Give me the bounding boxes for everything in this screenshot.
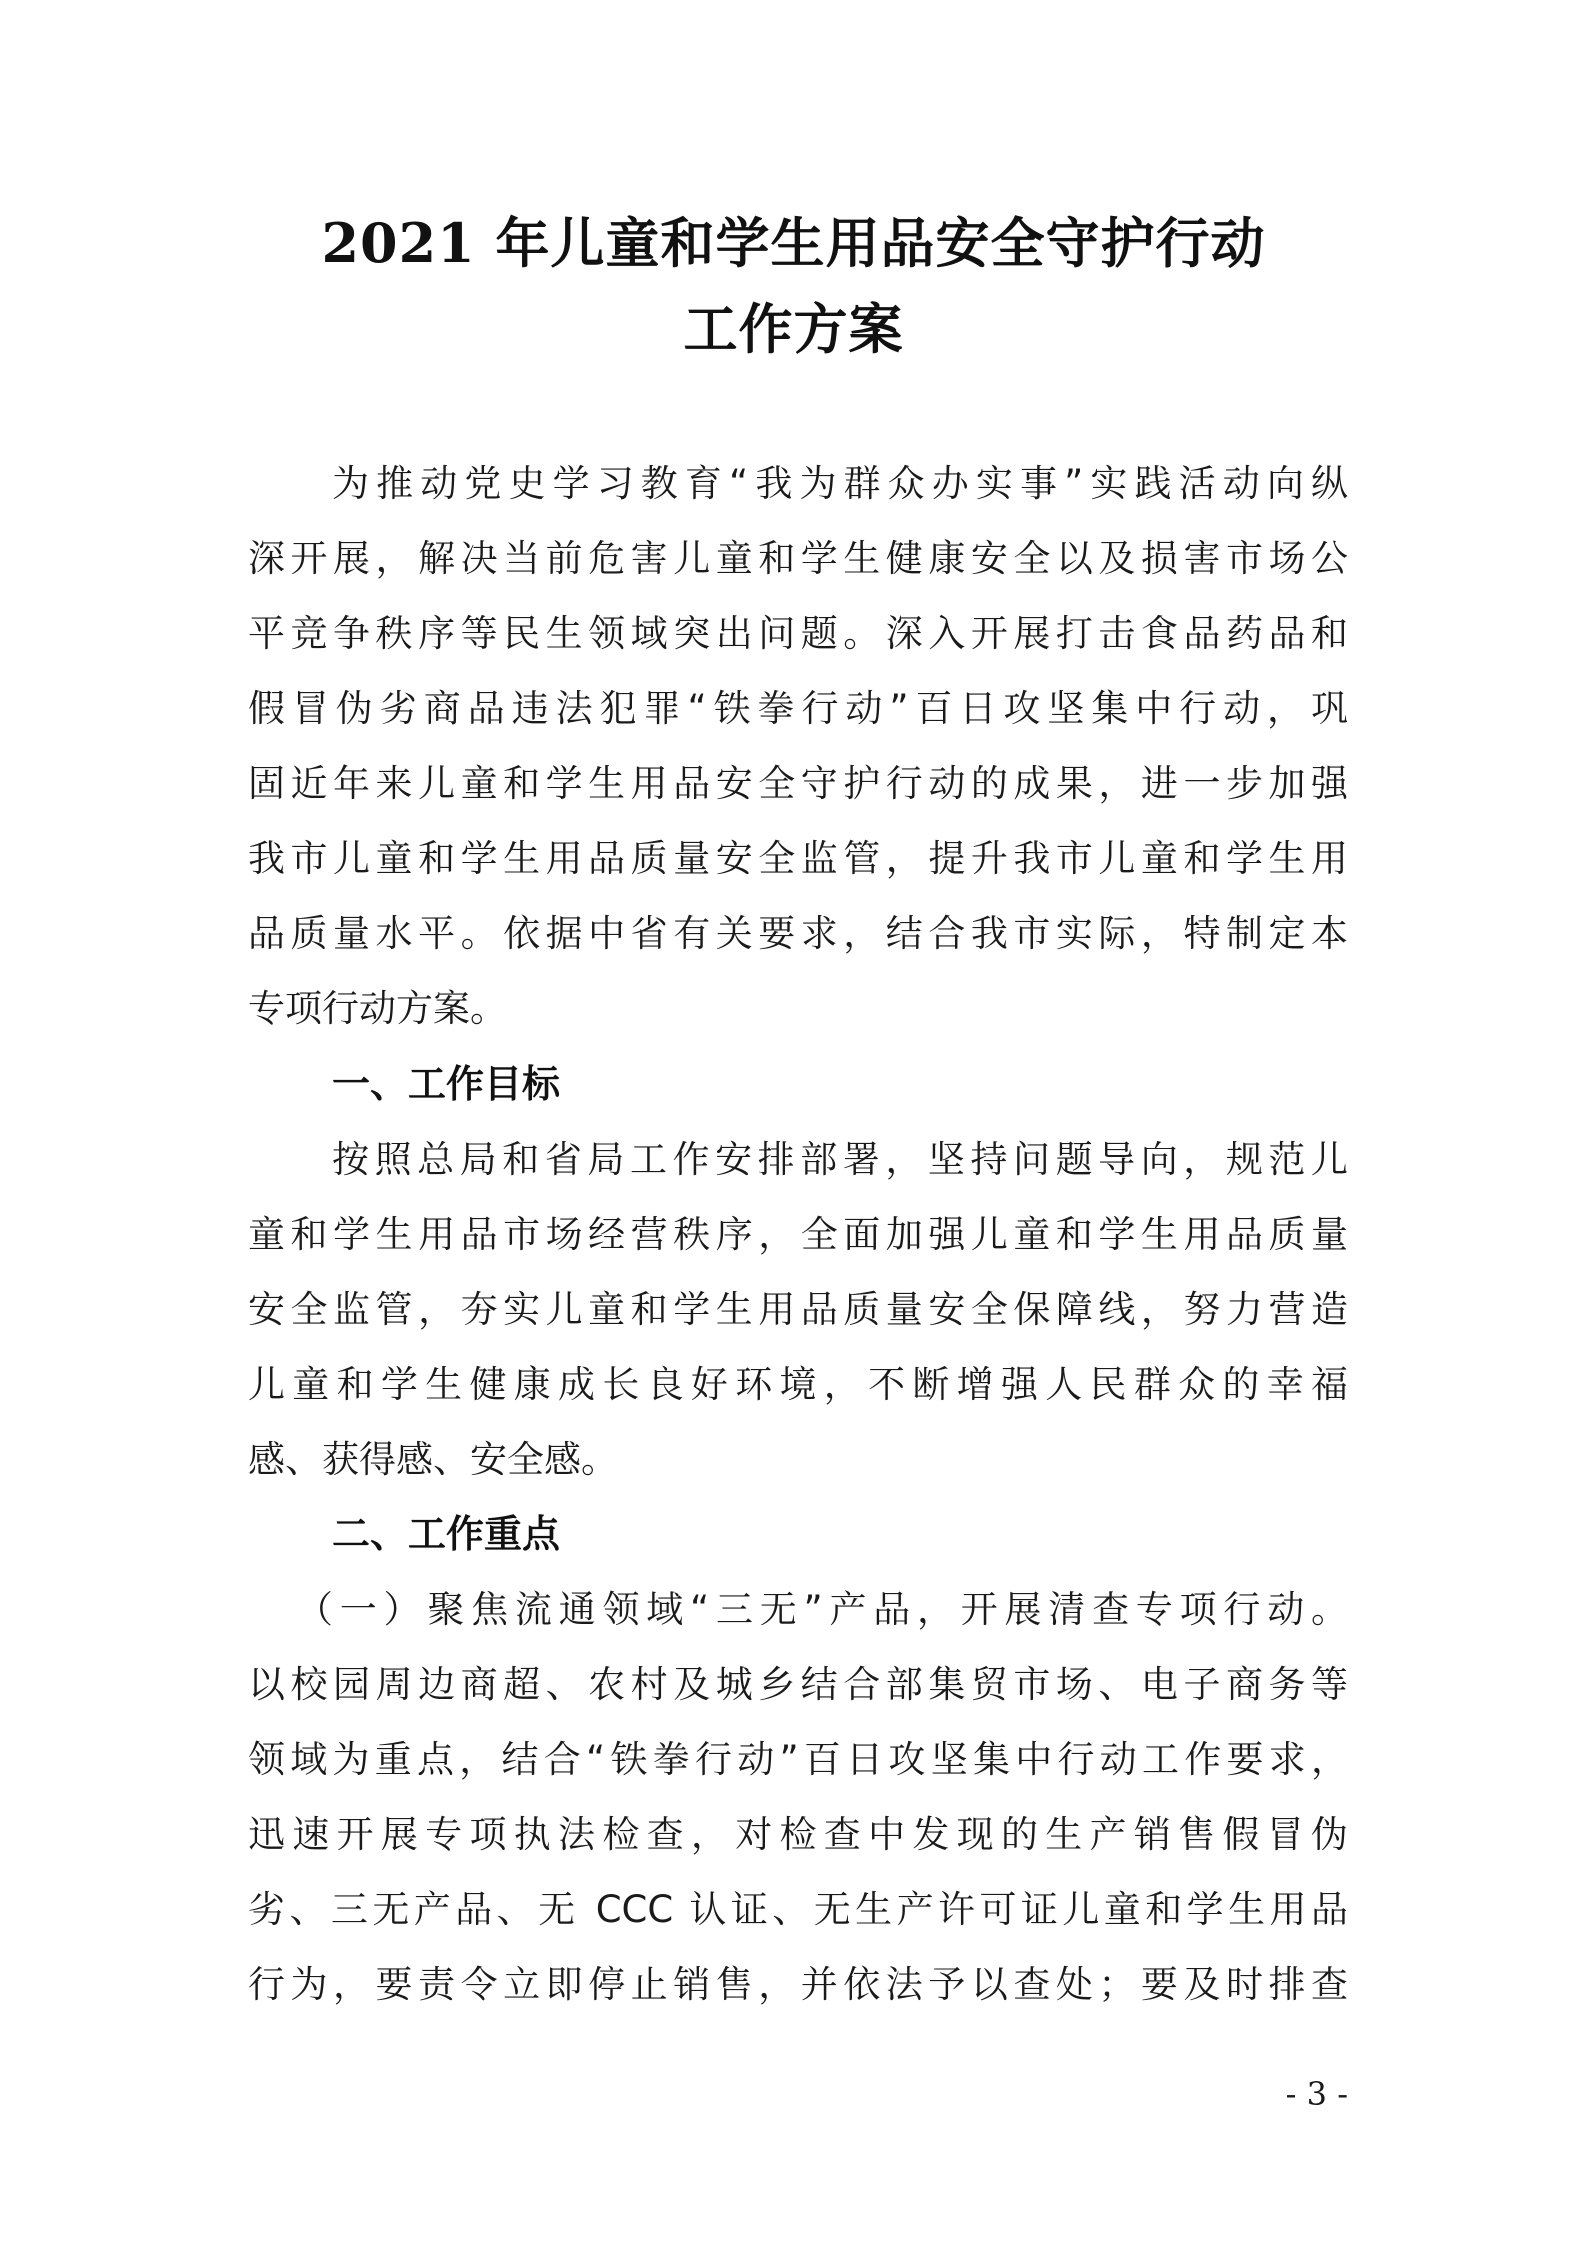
paragraph-3-line: （一）聚焦流通领域“三无”产品，开展清查专项行动。 <box>296 1588 1348 1631</box>
document-title-line-1: 2021 年儿童和学生用品安全守护行动 <box>321 211 1266 275</box>
paragraph-3-line: 行为，要责令立即停止销售，并依法予以查处；要及时排查 <box>248 1963 1348 2006</box>
page-number: - 3 - <box>1285 2075 1348 2113</box>
paragraph-1-line: 为推动党史学习教育“我为群众办实事”实践活动向纵 <box>332 462 1348 505</box>
section-heading-priorities: 二、工作重点 <box>332 1512 561 1556</box>
paragraph-1-line: 品质量水平。依据中省有关要求，结合我市实际，特制定本 <box>248 912 1348 955</box>
section-heading-goals: 一、工作目标 <box>332 1062 561 1106</box>
paragraph-3-line: 迅速开展专项执法检查，对检查中发现的生产销售假冒伪 <box>248 1813 1348 1856</box>
paragraph-2-line: 儿童和学生健康成长良好环境，不断增强人民群众的幸福 <box>248 1363 1348 1406</box>
paragraph-2-line: 安全监管，夯实儿童和学生用品质量安全保障线，努力营造 <box>248 1288 1348 1331</box>
paragraph-1-line: 平竞争秩序等民生领域突出问题。深入开展打击食品药品和 <box>248 612 1348 655</box>
paragraph-2-line: 童和学生用品市场经营秩序，全面加强儿童和学生用品质量 <box>248 1213 1348 1256</box>
paragraph-1-line: 假冒伪劣商品违法犯罪“铁拳行动”百日攻坚集中行动，巩 <box>248 687 1348 730</box>
paragraph-1-line: 我市儿童和学生用品质量安全监管，提升我市儿童和学生用 <box>248 837 1348 880</box>
paragraph-3-line: 以校园周边商超、农村及城乡结合部集贸市场、电子商务等 <box>248 1663 1348 1706</box>
paragraph-1-line: 固近年来儿童和学生用品安全守护行动的成果，进一步加强 <box>248 762 1348 805</box>
paragraph-2-line: 按照总局和省局工作安排部署，坚持问题导向，规范儿 <box>332 1138 1348 1181</box>
paragraph-3-line: 领域为重点，结合“铁拳行动”百日攻坚集中行动工作要求， <box>248 1738 1348 1781</box>
paragraph-3-line: 劣、三无产品、无 CCC 认证、无生产许可证儿童和学生用品 <box>248 1888 1348 1931</box>
document-title-line-2: 工作方案 <box>683 297 904 361</box>
paragraph-2-line: 感、获得感、安全感。 <box>248 1438 618 1481</box>
paragraph-1-line: 深开展，解决当前危害儿童和学生健康安全以及损害市场公 <box>248 537 1348 580</box>
paragraph-1-line: 专项行动方案。 <box>248 987 507 1030</box>
